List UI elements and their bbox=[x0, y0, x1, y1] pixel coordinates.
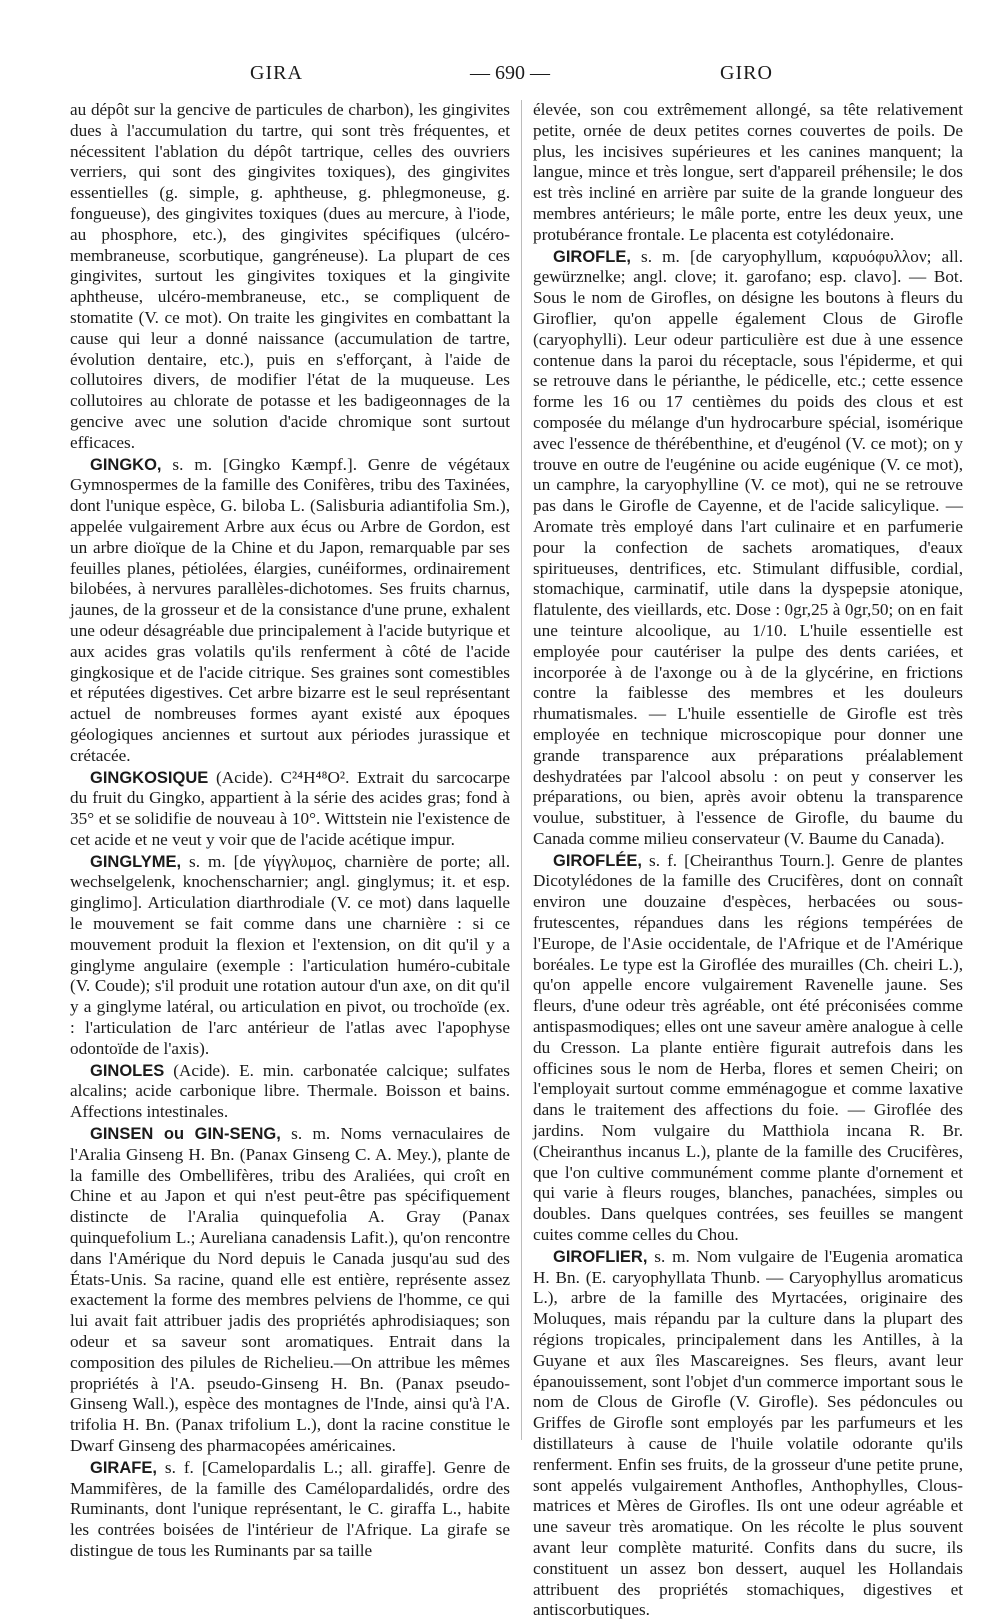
entry-term: GIROFLE, bbox=[553, 247, 631, 266]
entry-girafe bbox=[70, 1458, 510, 1562]
entry-girofle bbox=[533, 247, 963, 850]
left-column bbox=[70, 100, 510, 1563]
entry-continuation bbox=[70, 100, 510, 454]
entry-term: GIROFLÉE, bbox=[553, 851, 642, 870]
entry-body: s. m. [de γίγγλυμος, charnière de porte; all. wechselgelenk, knochenscharnier; angl. ginglymus; it. et esp. ginglimo]. Articulation diarthrodiale (V. ce mot) dans laquelle le mouvement se fait comme dans une charnière : si ce mouvement produit la flexion et l'extension, on dit qu'il y a ginglyme angulaire (exemple : l'articulation huméro-cubitale (V. Coude); s'il produit une rotation autour d'un axe, on dit qu'il y a ginglyme latéral, ou articulation en pivot, ou trochoïde (ex. : l'articulation de l'arc antérieur de l'atlas avec l'apophyse odontoïde de l'axis). bbox=[70, 851, 510, 1058]
entry-term: GINGKO, bbox=[90, 455, 162, 474]
entry-body: s. m. [Gingko Kæmpf.]. Genre de végétaux Gymnospermes de la famille des Conifères, tribu des Taxinées, dont l'unique espèce, G. biloba L. (Salisburia adiantifolia Sm.), appelée vulgairement Arbre aux écus ou Arbre de Gordon, est un arbre dioïque de la Chine et du Japon, remarquable par ses feuilles planes, pétiolées, élargies, cunéiformes, ordinairement bilobées, à nervures parallèles-dichotomes. Ses fruits charnus, jaunes, de la grosseur et de la consistance d'une prune, exhalent une odeur désagréable due principalement à l'acide butyrique et aux acides gras volatils qu'ils renferment à côté de l'acide gingkosique et de l'acide citrique. Ses graines sont comestibles et réputées digestives. Cet arbre bizarre est le seul représentant actuel de nombreuses formes ayant existé aux époques géologiques anciennes et surtout aux périodes jurassique et crétacée. bbox=[70, 454, 510, 765]
entry-term: GINOLES bbox=[90, 1061, 165, 1080]
entry-body: s. m. Nom vulgaire de l'Eugenia aromatica H. Bn. (E. caryophyllata Thunb. — Caryophyllus aromaticus L.), arbre de la famille des Myrtacées, originaire des Moluques, mais répandu par la culture dans la plupart des régions tropicales, principalement dans les Antilles, à la Guyane et aux îles Mascareignes. Ses fleurs, avant leur épanouissement, sont l'objet d'un commerce important sous le nom de Clous de Girofle (V. Girofle). Ses pédoncules ou Griffes de Girofle sont employés par les parfumeurs et les distillateurs à cause de l'huile volatile odorante qu'ils renferment. Enfin ses fruits, de la grosseur d'une petite prune, sont appelés vulgairement Anthofles, Anthophylles, Clous-matrices et Mères de Girofles. Ils ont une odeur agréable et une saveur très aromatique. On les récolte le plus souvent avant leur complète maturité. Confits dans du sucre, ils constituent un assez bon dessert, auquel les Hollandais attribuent des propriétés stomachiques, digestives et antiscorbutiques. bbox=[533, 1246, 963, 1620]
entry-body: (Acide). C²⁴H⁴⁸O². Extrait du sarcocarpe du fruit du Gingko, appartient à la série des acides gras; fond à 35° et se solidifie de nouveau à 10°. Wittstein nie l'existence de cet acide et ne veut y voir que de l'acide acétique impur. bbox=[70, 767, 510, 849]
entry-body: (Acide). E. min. carbonatée calcique; sulfates alcalins; acide carbonique libre. Thermale. Boisson et bains. Affections intestinales. bbox=[70, 1060, 510, 1122]
entry-ginglyme bbox=[70, 852, 510, 1060]
entry-term: GIROFLIER, bbox=[553, 1247, 648, 1266]
page-header bbox=[0, 62, 1000, 92]
entry-giroflier bbox=[533, 1247, 963, 1621]
page-number: — 690 — bbox=[470, 62, 550, 84]
entry-body: s. m. Noms vernaculaires de l'Aralia Ginseng H. Bn. (Panax Ginseng C. A. Mey.), plante de la famille des Ombellifères, tribu des Araliées, qui croît en Chine et au Japon et qui n'est peut-être pas spécifiquement distincte de l'Aralia quinquefolia A. Gray (Panax quinquefolium L.; Aureliana canadensis Lafit.), qu'on rencontre dans l'Amérique du Nord depuis le Canada jusqu'au sud des États-Unis. Sa racine, quand elle est entière, représente assez exactement la forme des membres pelviens de l'homme, ce qui lui avait fait attribuer jadis des propriétés aphrodisiaques; son odeur et sa saveur sont aromatiques. Entrait dans la composition des pilules de Richelieu.—On attribue les mêmes propriétés à l'A. pseudo-Ginseng H. Bn. (Panax pseudo-Ginseng Wall.), espèce des montagnes de l'Inde, ainsi qu'à l'A. trifolia H. Bn. (Panax trifolium L.), dont la racine constitue le Dwarf Ginseng des pharmacopées américaines. bbox=[70, 1124, 510, 1455]
entry-giroflee bbox=[533, 851, 963, 1246]
entry-continuation bbox=[533, 100, 963, 246]
entry-gingkosique bbox=[70, 768, 510, 851]
right-column bbox=[533, 100, 963, 1622]
header-left-guide-word: GIRA bbox=[250, 62, 303, 84]
entry-body: s. m. [de caryophyllum, καρυόφυλλον; all. gewürznelke; angl. clove; it. garofano; esp. clavo]. — Bot. Sous le nom de Girofles, on désigne les boutons à fleurs du Giroflier, qu'on appelle également Clous de Girofle (caryophylli). Leur odeur particulière est due à une essence contenue dans la paroi du réceptacle, sous l'épiderme, et qui se retrouve dans le périanthe, le pédicelle, etc.; cette essence forme les 16 ou 17 centièmes du poids des clous et est composée du mélange d'un hydrocarbure spécial, isomérique avec l'essence de thérébenthine, et d'eugénol (V. ce mot); on y trouve en outre de l'eugénine ou acide eugénique (V. ce mot), un camphre, la caryophylline (V. ce mot), qui ne se retrouve pas dans le Girofle de Cayenne, et de l'acide salicylique. — Aromate très employé dans l'art culinaire et en parfumerie pour la confection de sachets aromatiques, d'eaux spiritueuses, dentrifices, etc. Stimulant diffusible, cordial, stomachique, carminatif, utile dans la dyspepsie atonique, flatulente, des vieillards, etc. Dose : 0gr,25 à 0gr,50; on en fait une teinture alcoolique, au 1/10. L'huile essentielle est employée pour cautériser la pulpe des dents cariées, et incorporée à de l'axonge ou à de la glycérine, en frictions contre la faiblesse des membres et les douleurs rhumatismales. — L'huile essentielle de Girofle est très employée en technique microscopique pour donner une grande transparence aux préparations préalablement deshydratées par l'alcool absolu : on peut y conserver les préparations, ou bien, après avoir obtenu la transparence voulue, substituer, à l'essence de Girofle, du baume du Canada comme milieu conservateur (V. Baume du Canada). bbox=[533, 246, 963, 848]
entry-body: s. f. [Camelopardalis L.; all. giraffe]. Genre de Mammifères, de la famille des Camélopardalidés, ordre des Ruminants, dont l'unique représentant, le C. giraffa L., habite les contrées boisées de l'intérieur de l'Afrique. La girafe se distingue de tous les Ruminants par sa taille bbox=[70, 1457, 510, 1560]
entry-body: au dépôt sur la gencive de particules de charbon), les gingivites dues à l'accumulation du tartre, qui sont très fréquentes, et nécessitent l'ablation du dépôt tartrique, celles des ouvriers verriers, qui sont des gingivites toxiques), des gingivites essentielles (g. simple, g. aphtheuse, g. phlegmoneuse, g. fongueuse), des gingivites toxiques (dues au mercure, à l'iode, au phosphore, etc.), des gingivites spécifiques (ulcéro-membraneuse, scorbutique, gangréneuse). La plupart de ces gingivites, surtout les gingivites toxiques et la gingivite aphtheuse, ulcéro-membraneuse, etc., se compliquent de stomatite (V. ce mot). On traite les gingivites en combattant la cause qui leur a donné naissance (accumulation de tartre, évolution dentaire, etc.), puis en s'efforçant, à l'aide de collutoires divers, de modifier l'état de la muqueuse. Les collutoires au chlorate de potasse et les badigeonnages de la gencive avec une solution d'acide chromique sont surtout efficaces. bbox=[70, 100, 510, 452]
header-right-guide-word: GIRO bbox=[720, 62, 773, 84]
entry-term: GINGLYME, bbox=[90, 852, 182, 871]
column-divider bbox=[521, 100, 522, 1440]
entry-ginsen bbox=[70, 1124, 510, 1457]
entry-body: s. f. [Cheiranthus Tourn.]. Genre de plantes Dicotylédones de la famille des Crucifères, dont on connaît environ une douzaine d'espèces, herbacées ou sous-frutescentes, répandues dans les régions tempérées de l'Europe, de l'Asie occidentale, de l'Afrique et de l'Amérique boréales. Le type est la Giroflée des murailles (Ch. cheiri L.), qu'on appelle encore vulgairement Ravenelle jaune. Ses fleurs, d'une odeur très agréable, ont été préconisées comme antispasmodiques; elles ont une saveur amère analogue à celle du Cresson. La plante entière figurait autrefois dans les officines sous le nom de Herba, flores et semen Cheiri; on l'employait surtout comme emménagogue et comme laxative dans le traitement des affections du foie. — Giroflée des jardins. Nom vulgaire du Matthiola incana R. Br. (Cheiranthus incanus L.), plante de la famille des Crucifères, que l'on cultive communément comme plante d'ornement et qui varie à fleurs rouges, blanches, panachées, simples ou doubles. Dans quelques contrées, ses feuilles se mangent cuites comme celles du Chou. bbox=[533, 850, 963, 1245]
entry-term: GIRAFE, bbox=[90, 1458, 157, 1477]
entry-gingko bbox=[70, 455, 510, 767]
entry-body: élevée, son cou extrêmement allongé, sa tête relativement petite, ornée de deux petites cornes couvertes de poils. De plus, les incisives supérieures et les canines manquent; la langue, mince et très longue, sert d'appareil préhensile; le dos est très incliné en arrière par suite de la grande longueur des membres antérieurs; le mâle porte, entre les deux yeux, une protubérance frontale. Le placenta est cotylédonaire. bbox=[533, 100, 963, 244]
entry-term: GINGKOSIQUE bbox=[90, 768, 209, 787]
entry-term: GINSEN ou GIN-SENG, bbox=[90, 1125, 281, 1144]
entry-ginoles bbox=[70, 1061, 510, 1123]
